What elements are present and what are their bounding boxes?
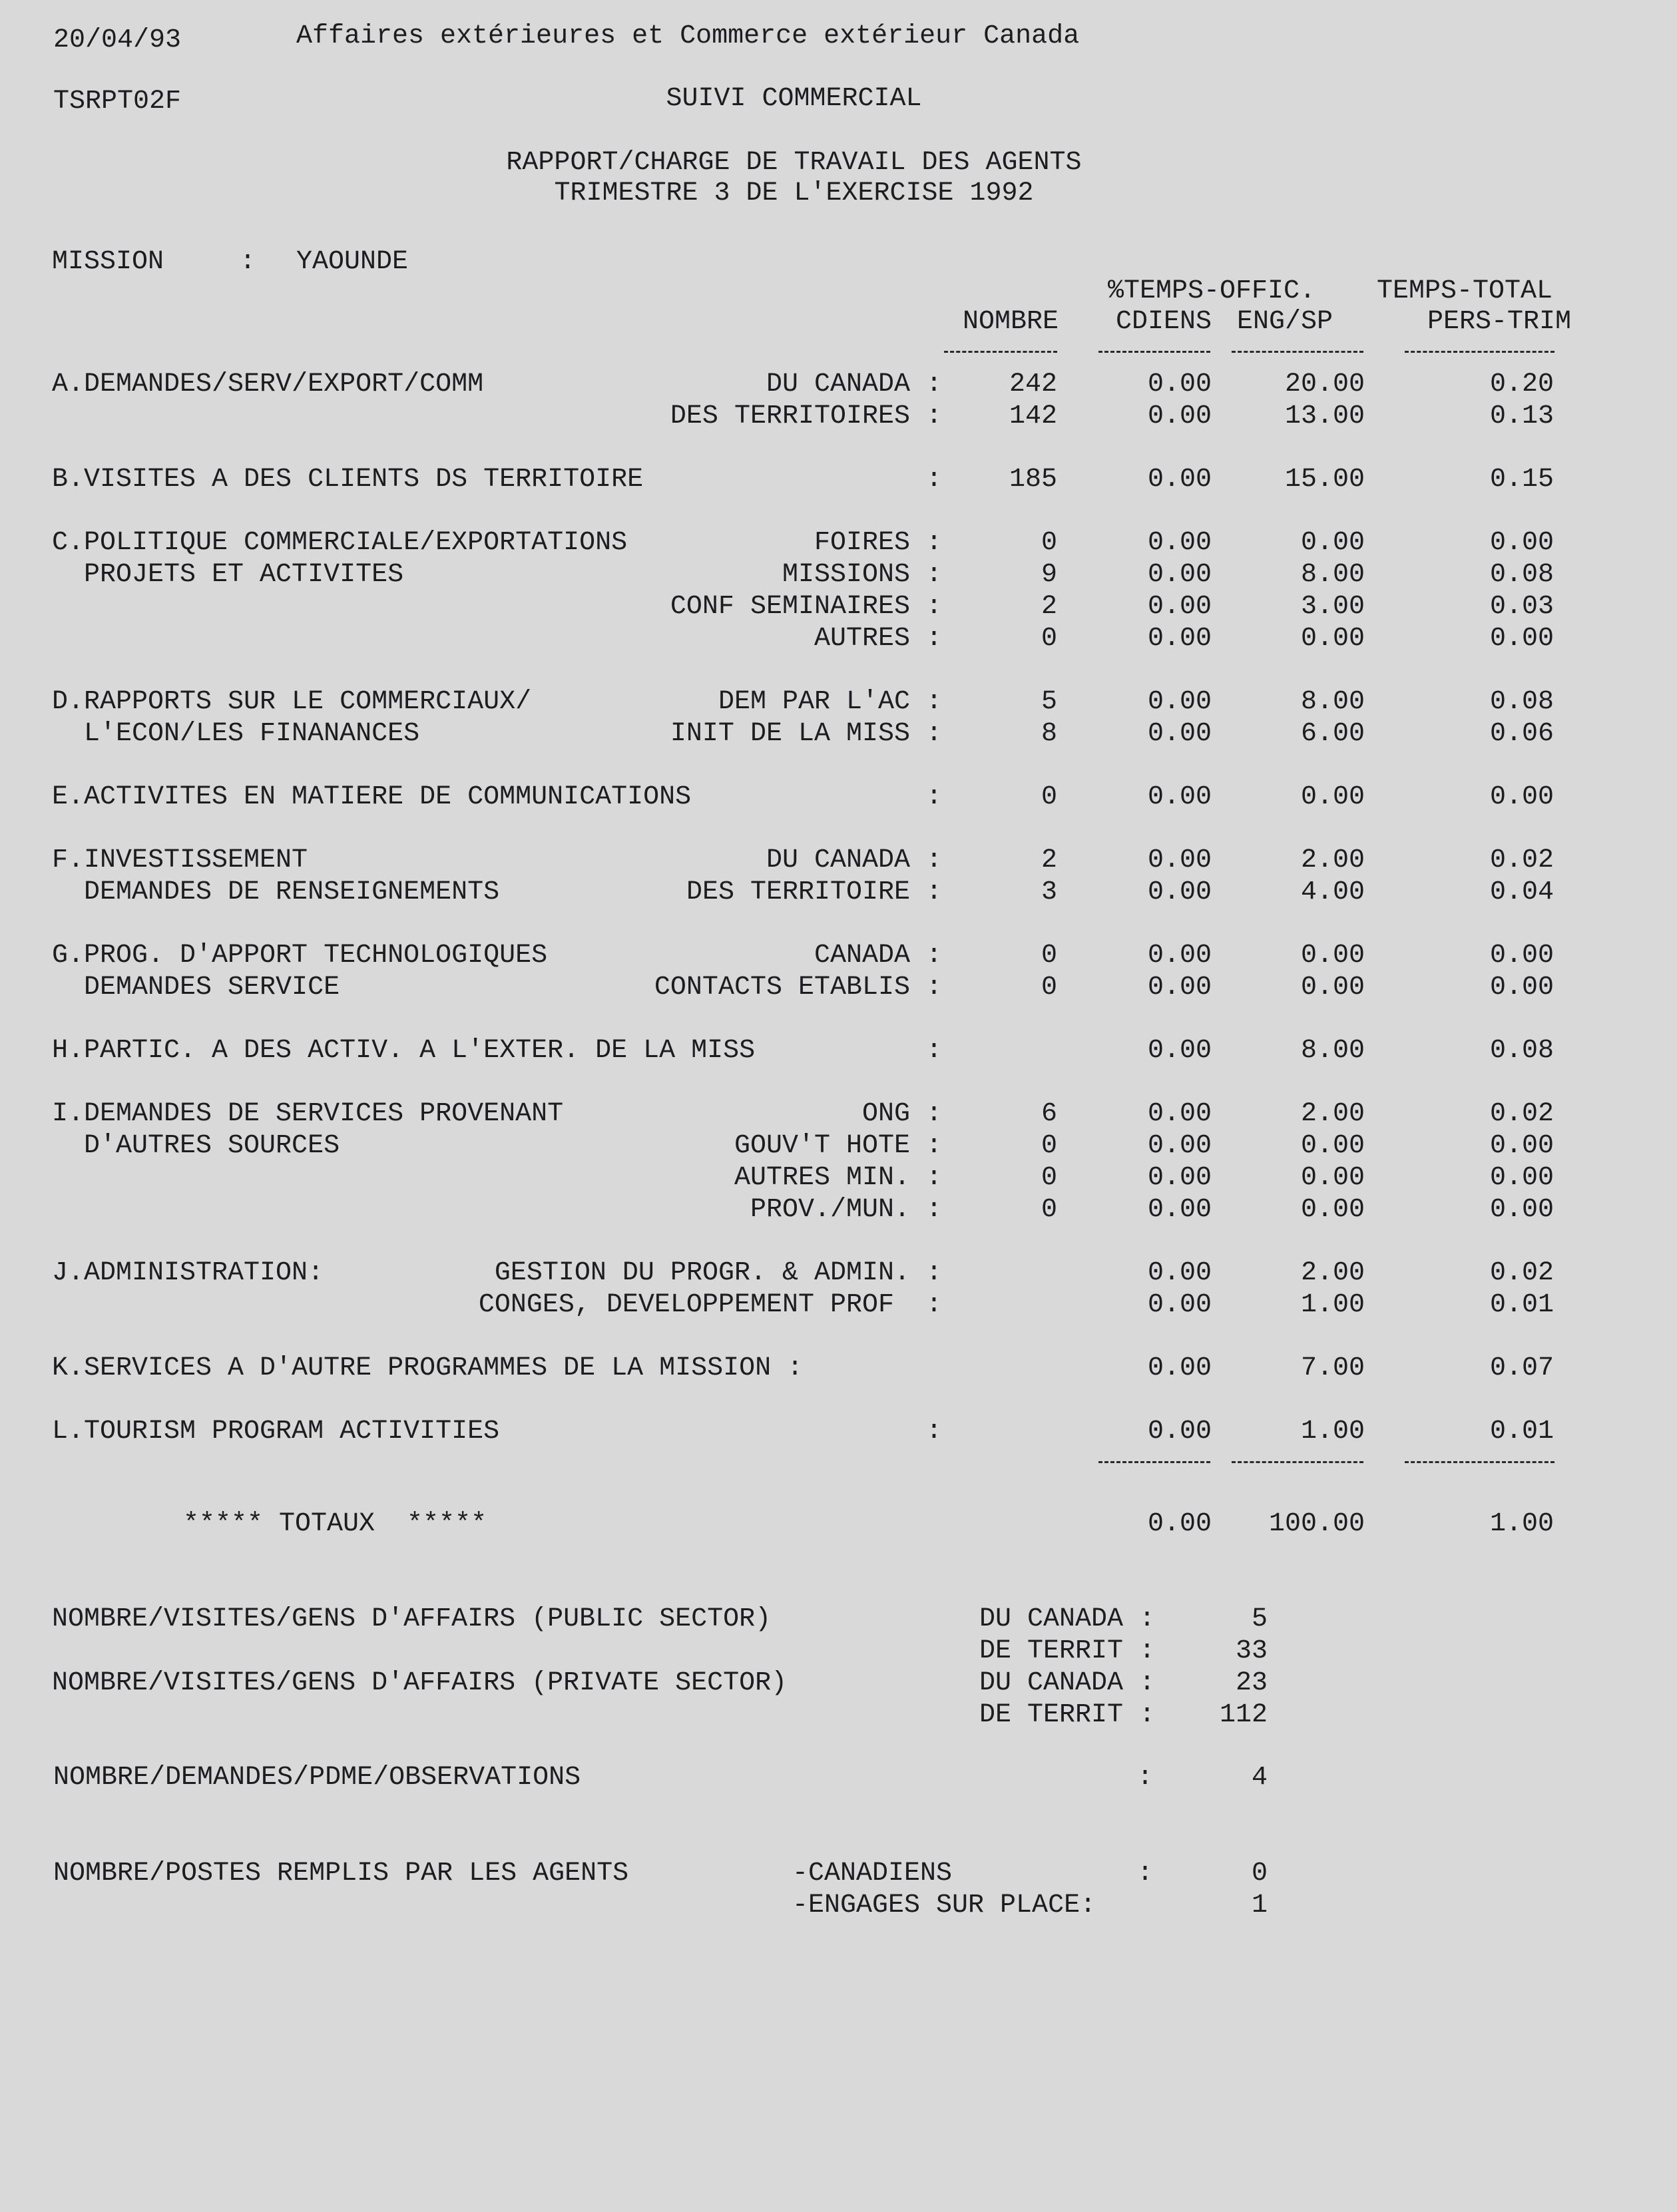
- row-perstrim: 0.00: [1489, 1195, 1554, 1225]
- row-nombre: 0: [1041, 941, 1057, 971]
- column-group-temps-total: TEMPS-TOTAL: [1376, 276, 1553, 306]
- row-label: G.PROG. D'APPORT TECHNOLOGIQUES: [52, 941, 548, 971]
- row-label: I.DEMANDES DE SERVICES PROVENANT: [52, 1099, 564, 1129]
- row-engsp: 7.00: [1300, 1353, 1365, 1383]
- postes-sublabel: -CANADIENS: [792, 1859, 953, 1888]
- row-nombre: 0: [1041, 1131, 1057, 1161]
- row-label: C.POLITIQUE COMMERCIALE/EXPORTATIONS: [52, 528, 628, 558]
- row-engsp: 8.00: [1300, 687, 1365, 717]
- row-engsp: 6.00: [1300, 719, 1365, 749]
- row-engsp: 0.00: [1300, 1163, 1365, 1193]
- row-sublabel: :: [925, 782, 942, 812]
- row-perstrim: 0.06: [1489, 719, 1554, 749]
- row-label: B.VISITES A DES CLIENTS DS TERRITOIRE: [52, 465, 644, 495]
- row-label: A.DEMANDES/SERV/EXPORT/COMM: [52, 369, 484, 399]
- row-perstrim: 0.13: [1489, 401, 1554, 431]
- row-perstrim: 0.00: [1489, 1131, 1554, 1161]
- totals-cdiens: 0.00: [1147, 1509, 1212, 1539]
- row-engsp: 0.00: [1300, 528, 1365, 558]
- row-cdiens: 0.00: [1147, 1036, 1212, 1066]
- row-cdiens: 0.00: [1147, 465, 1212, 495]
- row-nombre: 0: [1041, 973, 1057, 1002]
- header-rule-engsp: [1232, 351, 1363, 353]
- row-nombre: 8: [1041, 719, 1057, 749]
- visits-value: 23: [1235, 1668, 1268, 1698]
- row-label: DEMANDES DE RENSEIGNEMENTS: [52, 877, 500, 907]
- row-perstrim: 0.00: [1489, 1163, 1554, 1193]
- mission-value: YAOUNDE: [296, 247, 409, 277]
- row-nombre: 0: [1041, 1195, 1057, 1225]
- report-title: RAPPORT/CHARGE DE TRAVAIL DES AGENTS: [506, 148, 1082, 178]
- row-cdiens: 0.00: [1147, 973, 1212, 1002]
- row-engsp: 15.00: [1284, 465, 1365, 495]
- row-nombre: 9: [1041, 560, 1057, 590]
- row-perstrim: 0.08: [1489, 560, 1554, 590]
- row-sublabel: INIT DE LA MISS :: [670, 719, 942, 749]
- row-cdiens: 0.00: [1147, 1163, 1212, 1193]
- row-cdiens: 0.00: [1147, 1353, 1212, 1383]
- report-date: 20/04/93: [53, 25, 182, 55]
- row-perstrim: 0.15: [1489, 465, 1554, 495]
- row-sublabel: AUTRES :: [814, 624, 942, 654]
- row-label: E.ACTIVITES EN MATIERE DE COMMUNICATIONS: [52, 782, 692, 812]
- row-cdiens: 0.00: [1147, 877, 1212, 907]
- row-cdiens: 0.00: [1147, 687, 1212, 717]
- row-nombre: 5: [1041, 687, 1057, 717]
- totals-rule-perstrim: [1405, 1461, 1555, 1463]
- row-label: J.ADMINISTRATION:: [52, 1258, 324, 1288]
- row-cdiens: 0.00: [1147, 592, 1212, 622]
- row-perstrim: 0.04: [1489, 877, 1554, 907]
- visits-sublabel: DU CANADA :: [979, 1604, 1155, 1634]
- row-engsp: 2.00: [1300, 1258, 1365, 1288]
- row-sublabel: CANADA :: [814, 941, 942, 971]
- totals-label: ***** TOTAUX *****: [183, 1509, 487, 1539]
- row-sublabel: CONTACTS ETABLIS :: [654, 973, 942, 1002]
- row-perstrim: 0.00: [1489, 973, 1554, 1002]
- visits-sublabel: DE TERRIT :: [979, 1636, 1155, 1666]
- header-rule-nombre: [944, 351, 1057, 353]
- row-cdiens: 0.00: [1147, 1195, 1212, 1225]
- row-perstrim: 0.08: [1489, 687, 1554, 717]
- header-rule-perstrim: [1405, 351, 1555, 353]
- visits-value: 112: [1219, 1700, 1268, 1730]
- row-engsp: 1.00: [1300, 1290, 1365, 1320]
- row-engsp: 4.00: [1300, 877, 1365, 907]
- row-perstrim: 0.00: [1489, 782, 1554, 812]
- column-header-nombre: NOMBRE: [962, 307, 1059, 337]
- row-perstrim: 0.02: [1489, 1099, 1554, 1129]
- visits-label: NOMBRE/VISITES/GENS D'AFFAIRS (PUBLIC SECTOR): [52, 1604, 772, 1634]
- column-group-temps-offic: %TEMPS-OFFIC.: [1107, 276, 1316, 306]
- row-cdiens: 0.00: [1147, 941, 1212, 971]
- row-cdiens: 0.00: [1147, 401, 1212, 431]
- row-engsp: 3.00: [1300, 592, 1365, 622]
- row-label: H.PARTIC. A DES ACTIV. A L'EXTER. DE LA MISS: [52, 1036, 756, 1066]
- department-name: Affaires extérieures et Commerce extérieur Canada: [296, 21, 1080, 51]
- demandes-separator: :: [1137, 1763, 1154, 1793]
- row-nombre: 2: [1041, 845, 1057, 875]
- totals-perstrim: 1.00: [1489, 1509, 1554, 1539]
- row-cdiens: 0.00: [1147, 719, 1212, 749]
- row-label: D'AUTRES SOURCES: [52, 1131, 340, 1161]
- row-cdiens: 0.00: [1147, 369, 1212, 399]
- row-perstrim: 0.08: [1489, 1036, 1554, 1066]
- row-cdiens: 0.00: [1147, 1290, 1212, 1320]
- postes-label: NOMBRE/POSTES REMPLIS PAR LES AGENTS: [53, 1859, 629, 1888]
- row-label: L.TOURISM PROGRAM ACTIVITIES: [52, 1417, 500, 1446]
- report-period: TRIMESTRE 3 DE L'EXERCISE 1992: [554, 178, 1034, 208]
- row-perstrim: 0.00: [1489, 528, 1554, 558]
- row-sublabel: :: [925, 1417, 942, 1446]
- postes-sublabel: -ENGAGES SUR PLACE:: [792, 1890, 1096, 1920]
- row-perstrim: 0.01: [1489, 1417, 1554, 1446]
- row-engsp: 20.00: [1284, 369, 1365, 399]
- row-nombre: 0: [1041, 528, 1057, 558]
- totals-engsp: 100.00: [1268, 1509, 1365, 1539]
- row-perstrim: 0.02: [1489, 1258, 1554, 1288]
- row-cdiens: 0.00: [1147, 1258, 1212, 1288]
- row-sublabel: GOUV'T HOTE :: [734, 1131, 942, 1161]
- row-sublabel: DU CANADA :: [766, 369, 942, 399]
- row-sublabel: ONG :: [861, 1099, 942, 1129]
- row-sublabel: CONGES, DEVELOPPEMENT PROF :: [478, 1290, 942, 1320]
- row-sublabel: GESTION DU PROGR. & ADMIN. :: [494, 1258, 942, 1288]
- row-engsp: 13.00: [1284, 401, 1365, 431]
- row-sublabel: :: [925, 465, 942, 495]
- row-engsp: 0.00: [1300, 782, 1365, 812]
- row-engsp: 0.00: [1300, 973, 1365, 1002]
- row-cdiens: 0.00: [1147, 624, 1212, 654]
- row-label: F.INVESTISSEMENT: [52, 845, 308, 875]
- column-header-engsp: ENG/SP: [1236, 307, 1333, 337]
- demandes-label: NOMBRE/DEMANDES/PDME/OBSERVATIONS: [53, 1763, 581, 1793]
- row-sublabel: :: [925, 1036, 942, 1066]
- row-label: K.SERVICES A D'AUTRE PROGRAMMES DE LA MISSION :: [52, 1353, 804, 1383]
- row-engsp: 0.00: [1300, 941, 1365, 971]
- row-perstrim: 0.00: [1489, 941, 1554, 971]
- column-header-cdiens: CDIENS: [1115, 307, 1212, 337]
- visits-value: 5: [1251, 1604, 1268, 1634]
- row-engsp: 2.00: [1300, 1099, 1365, 1129]
- row-cdiens: 0.00: [1147, 528, 1212, 558]
- visits-label: NOMBRE/VISITES/GENS D'AFFAIRS (PRIVATE SECTOR): [52, 1668, 788, 1698]
- row-sublabel: DES TERRITOIRES :: [670, 401, 942, 431]
- system-name: SUIVI COMMERCIAL: [666, 84, 922, 114]
- row-engsp: 0.00: [1300, 1195, 1365, 1225]
- row-sublabel: MISSIONS :: [782, 560, 942, 590]
- postes-value: 1: [1251, 1890, 1268, 1920]
- report-code: TSRPT02F: [53, 87, 182, 116]
- row-engsp: 0.00: [1300, 624, 1365, 654]
- row-cdiens: 0.00: [1147, 1131, 1212, 1161]
- row-engsp: 8.00: [1300, 560, 1365, 590]
- row-sublabel: DES TERRITOIRE :: [686, 877, 942, 907]
- row-perstrim: 0.02: [1489, 845, 1554, 875]
- row-perstrim: 0.01: [1489, 1290, 1554, 1320]
- row-sublabel: DEM PAR L'AC :: [718, 687, 942, 717]
- row-cdiens: 0.00: [1147, 560, 1212, 590]
- demandes-value: 4: [1251, 1763, 1268, 1793]
- row-engsp: 0.00: [1300, 1131, 1365, 1161]
- mission-separator: :: [240, 247, 256, 277]
- row-cdiens: 0.00: [1147, 1099, 1212, 1129]
- row-sublabel: CONF SEMINAIRES :: [670, 592, 942, 622]
- visits-sublabel: DE TERRIT :: [979, 1700, 1155, 1730]
- row-nombre: 242: [1009, 369, 1057, 399]
- row-sublabel: AUTRES MIN. :: [734, 1163, 942, 1193]
- row-perstrim: 0.03: [1489, 592, 1554, 622]
- row-sublabel: PROV./MUN. :: [750, 1195, 942, 1225]
- row-perstrim: 0.07: [1489, 1353, 1554, 1383]
- mission-label: MISSION: [52, 247, 164, 277]
- visits-sublabel: DU CANADA :: [979, 1668, 1155, 1698]
- row-engsp: 8.00: [1300, 1036, 1365, 1066]
- row-cdiens: 0.00: [1147, 782, 1212, 812]
- row-nombre: 0: [1041, 624, 1057, 654]
- visits-value: 33: [1235, 1636, 1268, 1666]
- row-nombre: 3: [1041, 877, 1057, 907]
- column-header-perstrim: PERS-TRIM: [1427, 307, 1571, 337]
- postes-separator: :: [1137, 1859, 1154, 1888]
- totals-rule-engsp: [1232, 1461, 1363, 1463]
- row-label: D.RAPPORTS SUR LE COMMERCIAUX/: [52, 687, 532, 717]
- row-cdiens: 0.00: [1147, 1417, 1212, 1446]
- row-engsp: 1.00: [1300, 1417, 1365, 1446]
- row-sublabel: FOIRES :: [814, 528, 942, 558]
- totals-rule-cdiens: [1098, 1461, 1210, 1463]
- row-label: DEMANDES SERVICE: [52, 973, 340, 1002]
- row-label: PROJETS ET ACTIVITES: [52, 560, 404, 590]
- header-rule-cdiens: [1098, 351, 1210, 353]
- row-nombre: 0: [1041, 1163, 1057, 1193]
- row-nombre: 142: [1009, 401, 1057, 431]
- row-nombre: 6: [1041, 1099, 1057, 1129]
- postes-value: 0: [1251, 1859, 1268, 1888]
- row-engsp: 2.00: [1300, 845, 1365, 875]
- row-perstrim: 0.20: [1489, 369, 1554, 399]
- row-nombre: 185: [1009, 465, 1057, 495]
- row-perstrim: 0.00: [1489, 624, 1554, 654]
- row-cdiens: 0.00: [1147, 845, 1212, 875]
- row-nombre: 2: [1041, 592, 1057, 622]
- row-nombre: 0: [1041, 782, 1057, 812]
- row-sublabel: DU CANADA :: [766, 845, 942, 875]
- row-label: L'ECON/LES FINANANCES: [52, 719, 420, 749]
